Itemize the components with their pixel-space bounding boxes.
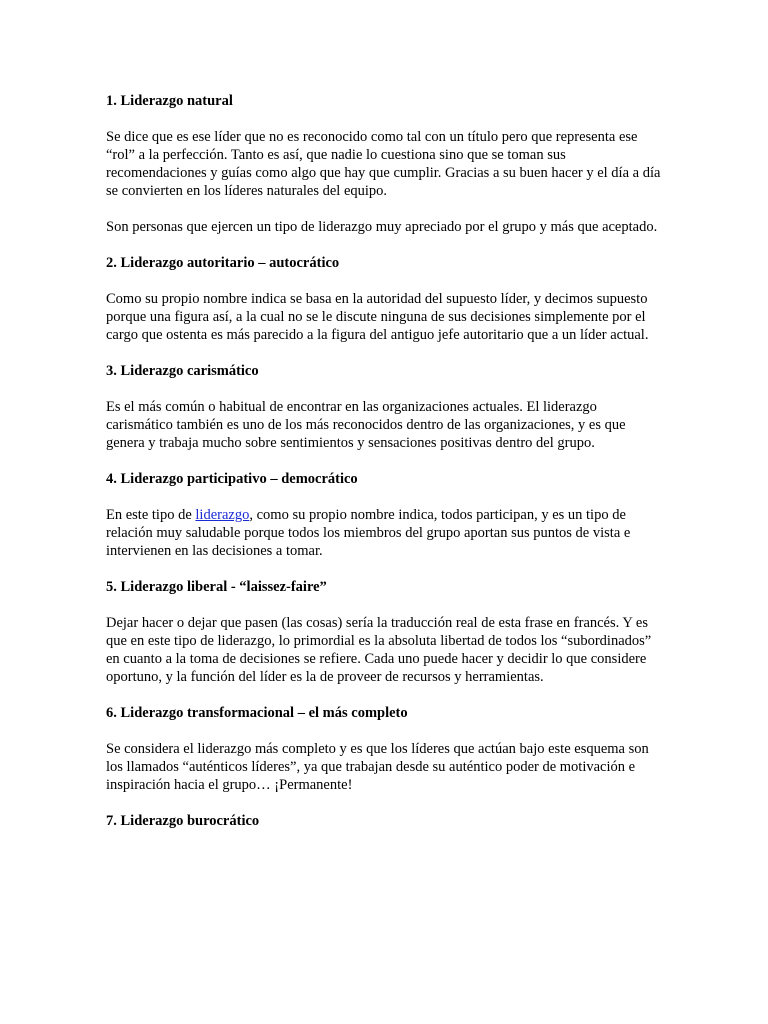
paragraph: Es el más común o habitual de encontrar en las organizaciones actuales. El liderazgo carismático también es uno de los más reconocidos dentro de las organizaciones, y es que genera y trabaja mucho sobre sentimientos y sensaciones positivas dentro del grupo. [106, 399, 626, 451]
section-heading: 6. Liderazgo transformacional – el más completo [106, 705, 408, 721]
paragraph-with-link [106, 506, 666, 560]
paragraph: Se considera el liderazgo más completo y es que los líderes que actúan bajo este esquema son los llamados “auténticos líderes”, ya que trabajan desde su auténtico poder de motivación e inspiración hacia el grupo… ¡Permanente! [106, 741, 649, 793]
section-heading: 4. Liderazgo participativo – democrático [106, 471, 358, 487]
paragraph: Se dice que es ese líder que no es reconocido como tal con un título pero que representa ese “rol” a la perfección. Tanto es así, que nadie lo cuestiona sino que se toman sus recomendaciones y guías como algo que hay que cumplir. Gracias a su buen hacer y el día a día se convierten en los líderes naturales del equipo. [106, 129, 661, 199]
paragraph: Son personas que ejercen un tipo de liderazgo muy apreciado por el grupo y más que aceptado. [106, 219, 658, 235]
paragraph-text: , como su propio nombre indica, todos participan, y es un tipo de relación muy saludable porque todos los miembros del grupo aportan sus puntos de vista e intervienen en las decisiones a tomar. [106, 507, 631, 559]
section-heading: 2. Liderazgo autoritario – autocrático [106, 255, 340, 271]
liderazgo-link[interactable]: liderazgo [195, 507, 250, 523]
section-heading: 1. Liderazgo natural [106, 93, 233, 109]
paragraph-text: En este tipo de [106, 507, 196, 523]
section-heading: 5. Liderazgo liberal - “laissez-faire” [106, 579, 327, 595]
section-heading: 7. Liderazgo burocrático [106, 813, 260, 829]
paragraph: Como su propio nombre indica se basa en la autoridad del supuesto líder, y decimos supuesto porque una figura así, a la cual no se le discute ninguna de sus decisiones simplemente por el cargo que ostenta es más parecido a la figura del antiguo jefe autoritario que a un líder actual. [106, 291, 649, 343]
paragraph: Dejar hacer o dejar que pasen (las cosas) sería la traducción real de esta frase en francés. Y es que en este tipo de liderazgo, lo primordial es la absoluta libertad de todos los “subordinados” en cuanto a la toma de decisiones se refiere. Cada uno puede hacer y decidir lo que considere oportuno, y la función del líder es la de proveer de recursos y herramientas. [106, 615, 652, 685]
section-heading: 3. Liderazgo carismático [106, 363, 259, 379]
document-page [106, 92, 666, 830]
